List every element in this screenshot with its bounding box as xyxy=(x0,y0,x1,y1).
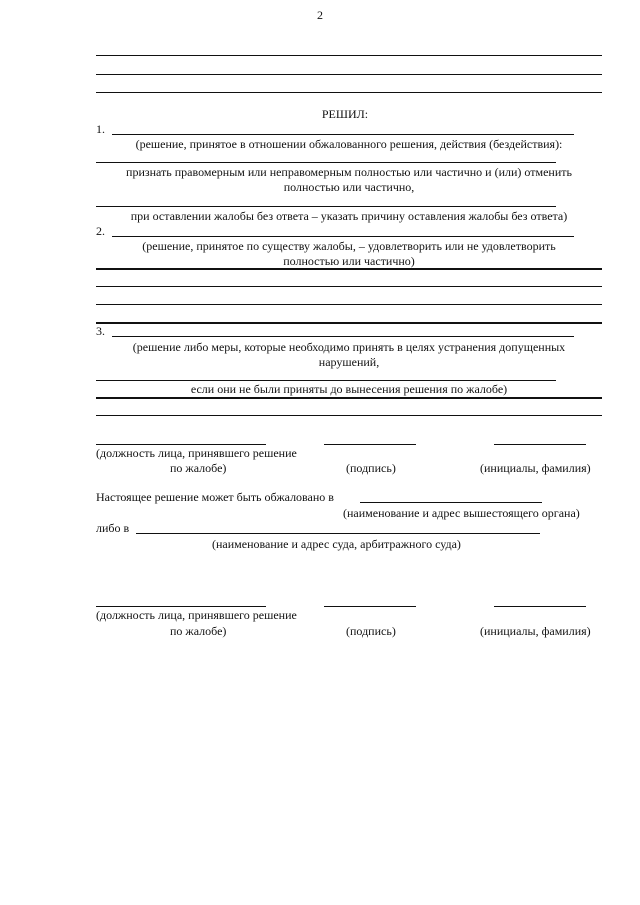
blank-line xyxy=(96,55,602,56)
appeal-court-caption: (наименование и адрес суда, арбитражного суда) xyxy=(212,537,461,551)
blank-line xyxy=(96,380,556,381)
signature1-position-line2: по жалобе) xyxy=(170,461,227,475)
blank-line xyxy=(96,162,556,163)
blank-line xyxy=(96,322,602,324)
blank-line xyxy=(96,74,602,75)
blank-line xyxy=(324,606,416,607)
item2-number: 2. xyxy=(96,224,105,238)
blank-line xyxy=(112,336,574,337)
item1-caption2-line2: полностью или частично, xyxy=(283,180,415,194)
item3-caption-line2: нарушений, xyxy=(318,355,380,369)
blank-line xyxy=(324,444,416,445)
appeal-higher-caption: (наименование и адрес вышестоящего органа) xyxy=(343,506,580,520)
item2-caption-line2: полностью или частично) xyxy=(283,254,415,268)
blank-line xyxy=(96,286,602,287)
signature2-signature-label: (подпись) xyxy=(346,624,396,638)
page-number: 2 xyxy=(317,8,323,22)
item1-caption3: при оставлении жалобы без ответа – указать причину оставления жалобы без ответа) xyxy=(130,209,568,223)
blank-line xyxy=(96,397,602,399)
item2-caption-line1: (решение, принятое по существу жалобы, – удовлетворить или не удовлетворить xyxy=(142,239,556,253)
signature2-position-line2: по жалобе) xyxy=(170,624,227,638)
signature2-position-line1: (должность лица, принявшего решение xyxy=(96,608,297,622)
blank-line xyxy=(494,444,586,445)
blank-line xyxy=(96,415,602,416)
blank-line xyxy=(112,236,574,237)
item1-caption1: (решение, принятое в отношении обжалованного решения, действия (бездействия): xyxy=(135,137,563,151)
signature2-name-label: (инициалы, фамилия) xyxy=(480,624,591,638)
blank-line xyxy=(136,533,540,534)
item3-caption-line1: (решение либо меры, которые необходимо принять в целях устранения допущенных xyxy=(132,340,566,354)
blank-line xyxy=(96,444,266,445)
item1-number: 1. xyxy=(96,122,105,136)
item1-caption2-line1: признать правомерным или неправомерным полностью или частично и (или) отменить xyxy=(126,165,572,179)
item3-number: 3. xyxy=(96,324,105,338)
blank-line xyxy=(494,606,586,607)
signature1-name-label: (инициалы, фамилия) xyxy=(480,461,591,475)
blank-line xyxy=(96,304,602,305)
signature1-signature-label: (подпись) xyxy=(346,461,396,475)
blank-line xyxy=(96,92,602,93)
item3-caption2: если они не были приняты до вынесения решения по жалобе) xyxy=(190,382,508,396)
decision-heading: РЕШИЛ: xyxy=(321,107,369,121)
blank-line xyxy=(96,268,602,270)
blank-line xyxy=(96,206,556,207)
blank-line xyxy=(360,502,542,503)
signature1-position-line1: (должность лица, принявшего решение xyxy=(96,446,297,460)
appeal-text: Настоящее решение может быть обжаловано в xyxy=(96,490,334,504)
blank-line xyxy=(112,134,574,135)
blank-line xyxy=(96,606,266,607)
appeal-or-text: либо в xyxy=(96,521,130,535)
